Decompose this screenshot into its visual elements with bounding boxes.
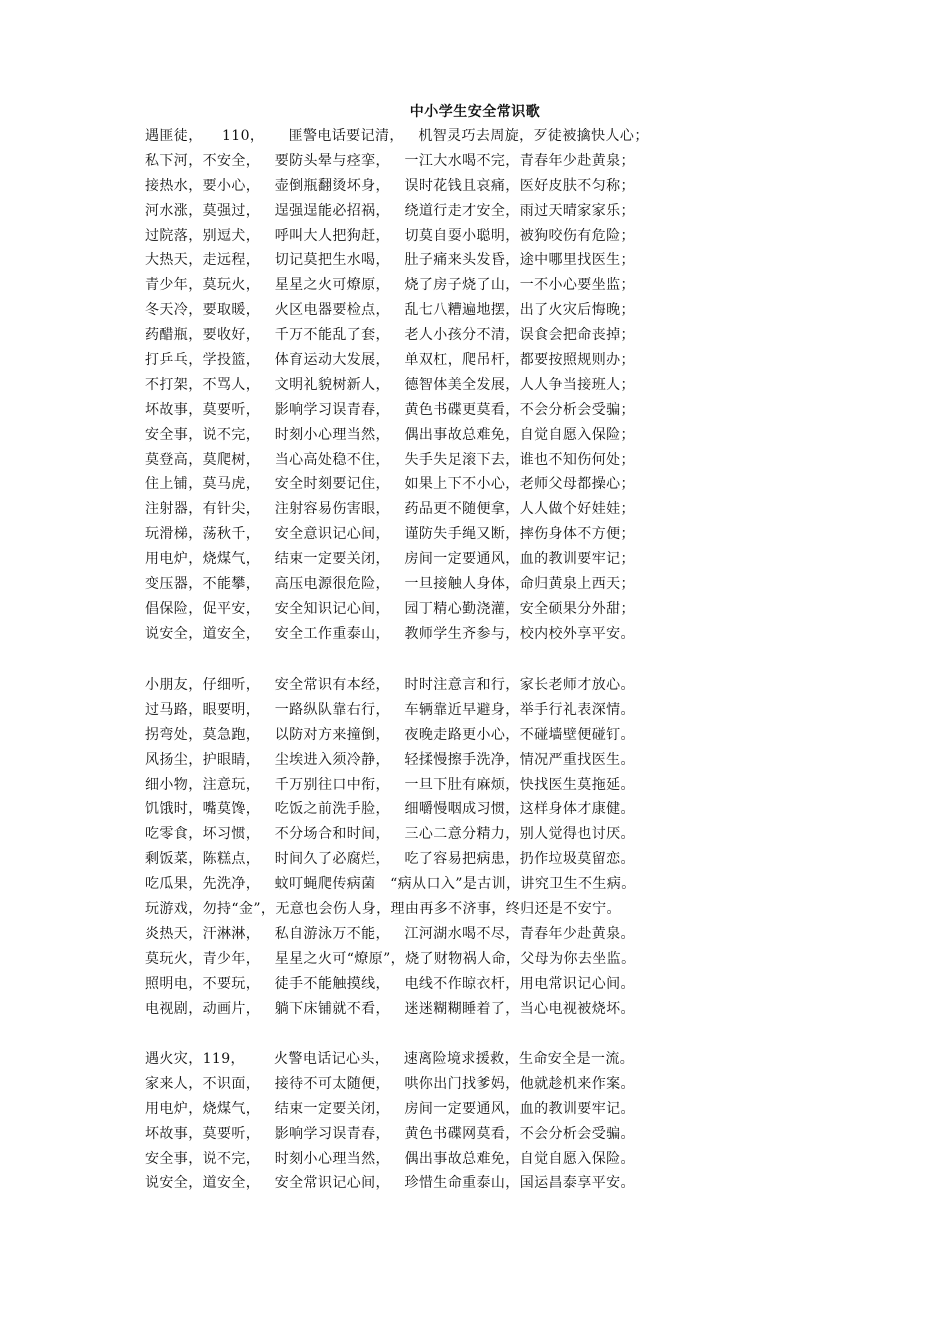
poem-line: 私下河，不安全， 要防头晕与痉挛， 一江大水喝不完，青春年少赴黄泉；	[145, 152, 635, 169]
poem-line: 大热天，走远程， 切记莫把生水喝， 肚子痛来头发昏，途中哪里找医生；	[145, 252, 635, 269]
poem-line: 电视剧，动画片， 躺下床铺就不看， 迷迷糊糊睡着了，当心电视被烧坏。	[145, 1000, 635, 1017]
poem-line: 用电炉，烧煤气， 结束一定要关闭， 房间一定要通风，血的教训要牢记。	[145, 1100, 635, 1117]
poem-line: 坏故事，莫要听， 影响学习误青春， 黄色书碟网莫看，不会分析会受骗。	[145, 1125, 635, 1142]
poem-line: 过马路，眼要明， 一路纵队靠右行， 车辆靠近早避身，举手行礼表深情。	[145, 701, 635, 718]
poem-line: 吃零食，坏习惯， 不分场合和时间， 三心二意分精力，别人觉得也讨厌。	[145, 826, 635, 843]
poem-line: 炎热天，汗淋淋， 私自游泳万不能， 江河湖水喝不尽，青春年少赴黄泉。	[145, 925, 635, 942]
poem-line: 住上铺，莫马虎， 安全时刻要记住， 如果上下不小心，老师父母都操心；	[145, 476, 635, 493]
poem-line: 变压器，不能攀， 高压电源很危险， 一旦接触人身体，命归黄泉上西天；	[145, 576, 635, 593]
poem-line: 用电炉，烧煤气， 结束一定要关闭， 房间一定要通风，血的教训要牢记；	[145, 551, 635, 568]
poem-line: 安全事，说不完， 时刻小心理当然， 偶出事故总难免，自觉自愿入保险；	[145, 426, 635, 443]
poem-line: 冬天冷，要取暖， 火区电器要检点， 乱七八糟遍地摆，出了火灾后悔晚；	[145, 302, 635, 319]
poem-line: 药醋瓶，要收好， 千万不能乱了套， 老人小孩分不清，误食会把命丧掉；	[145, 327, 635, 344]
poem-line: 接热水，要小心， 壶倒瓶翻烫坏身， 误时花钱且哀痛，医好皮肤不匀称；	[145, 177, 635, 194]
poem-line: 细小物，注意玩， 千万别往口中衔， 一旦下肚有麻烦，快找医生莫拖延。	[145, 776, 635, 793]
poem-line: 打乒乓，学投篮， 体育运动大发展， 单双杠，爬吊杆，都要按照规则办；	[145, 352, 635, 369]
poem-line: 玩游戏，勿持“金”，无意也会伤人身，理由再多不济事，终归还是不安宁。	[145, 901, 621, 918]
poem-line: 说安全，道安全， 安全工作重泰山， 教师学生齐参与，校内校外享平安。	[145, 625, 635, 642]
poem-line: 小朋友，仔细听， 安全常识有本经， 时时注意言和行，家长老师才放心。	[145, 677, 635, 693]
poem-line: 过院落，别逗犬， 呼叫大人把狗赶， 切莫自耍小聪明，被狗咬伤有危险；	[145, 227, 635, 244]
poem-line: 坏故事，莫要听， 影响学习误青春， 黄色书碟更莫看，不会分析会受骗；	[145, 401, 635, 418]
poem-line: 拐弯处，莫急跑， 以防对方来撞倒， 夜晚走路更小心，不碰墙壁便碰钉。	[145, 726, 635, 743]
poem-line: 不打架，不骂人， 文明礼貌树新人， 德智体美全发展，人人争当接班人；	[145, 376, 635, 393]
poem-line: 照明电，不要玩， 徒手不能触摸线， 电线不作晾衣杆，用电常识记心间。	[145, 975, 635, 992]
poem-section-3	[145, 1047, 705, 1196]
poem-line: 倡保险，促平安， 安全知识记心间， 园丁精心勤浇灌，安全硕果分外甜；	[145, 600, 635, 617]
poem-line: 青少年，莫玩火， 星星之火可燎原， 烧了房子烧了山，一不小心要坐监；	[145, 277, 635, 294]
poem-line: 遇匪徒， 110， 匪警电话要记清， 机智灵巧去周旋，歹徒被擒快人心；	[145, 128, 649, 144]
poem-line: 河水涨，莫强过， 逞强逞能必招祸， 绕道行走才安全，雨过天晴家家乐；	[145, 202, 635, 219]
poem-line: 饥饿时，嘴莫馋， 吃饭之前洗手脸， 细嚼慢咽成习惯，这样身体才康健。	[145, 801, 635, 818]
poem-section-2	[145, 673, 705, 1021]
poem-line: 注射器，有针尖， 注射容易伤害眼， 药品更不随便拿，人人做个好娃娃；	[145, 501, 635, 518]
poem-line: 莫登高，莫爬树， 当心高处稳不住， 失手失足滚下去，谁也不知伤何处；	[145, 451, 635, 468]
poem-line: 安全事，说不完， 时刻小心理当然， 偶出事故总难免，自觉自愿入保险。	[145, 1150, 635, 1167]
poem-line: 剩饭菜，陈糕点， 时间久了必腐烂， 吃了容易把病患，扔作垃圾莫留恋。	[145, 851, 635, 868]
poem-line: 家来人，不识面， 接待不可太随便， 哄你出门找爹妈，他就趁机来作案。	[145, 1075, 635, 1092]
poem-line: 说安全，道安全， 安全常识记心间， 珍惜生命重泰山，国运昌泰享平安。	[145, 1175, 635, 1192]
poem-line: 风扬尘，护眼睛， 尘埃进入须冷静， 轻揉慢擦手洗净，情况严重找医生。	[145, 751, 635, 768]
poem-line: 玩滑梯，荡秋千， 安全意识记心间， 谨防失手绳又断，摔伤身体不方便；	[145, 526, 635, 543]
poem-line: 遇火灾，119， 火警电话记心头， 速离险境求援救，生命安全是一流。	[145, 1051, 635, 1067]
poem-line: 吃瓜果，先洗净， 蚊叮蝇爬传病菌 “病从口入”是古训，讲究卫生不生病。	[145, 876, 636, 893]
poem-line: 莫玩火，青少年， 星星之火可“燎原”，烧了财物祸人命，父母为你去坐监。	[145, 950, 636, 967]
poem-section-1	[145, 124, 705, 647]
document-title: 中小学生安全常识歌	[409, 104, 541, 120]
